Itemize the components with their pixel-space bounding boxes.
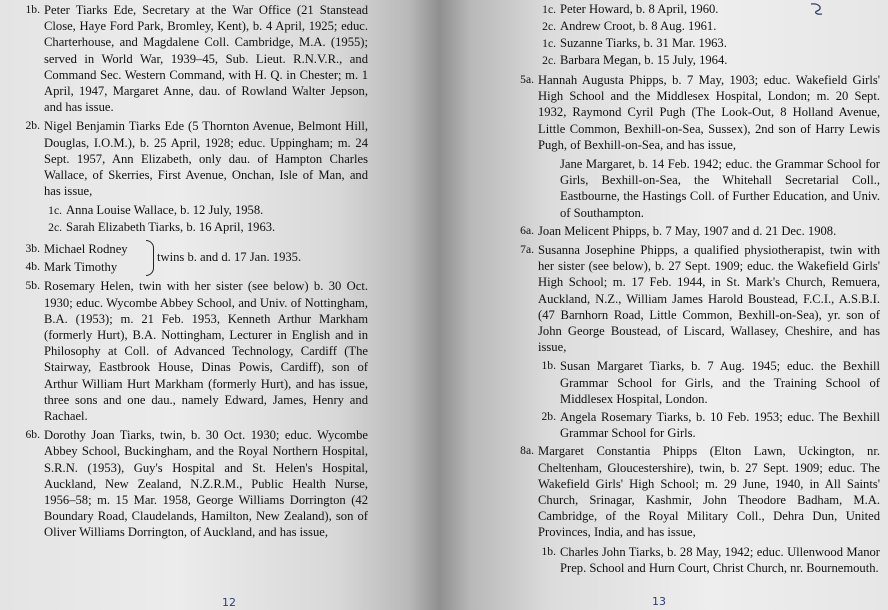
curly-brace-icon xyxy=(146,240,154,276)
child-2b-angela-rosemary-tiarks xyxy=(500,409,880,441)
child-2c-sarah-elizabeth xyxy=(6,219,368,236)
entry-number: 1c. xyxy=(48,204,62,218)
entry-number: 1b. xyxy=(541,544,556,558)
twins-entry xyxy=(6,240,368,276)
entry-number: 7a. xyxy=(520,243,534,257)
entry-number: 1b. xyxy=(541,359,556,373)
entry-1b-peter-tiarks-ede xyxy=(6,2,368,115)
entry-number: 1c. xyxy=(542,37,556,50)
entry-6b-dorothy-joan-tiarks xyxy=(6,427,368,540)
entry-text: Susan Margaret Tiarks, b. 7 Aug. 1945; educ. the Bexhill Grammar School for Girls, and the Training School of Middlesex Hospital, London. xyxy=(560,359,880,406)
entry-number: 5b. xyxy=(25,279,40,293)
entry-number: 2c. xyxy=(542,20,556,33)
entry-text: Suzanne Tiarks, b. 31 Mar. 1963. xyxy=(560,36,727,50)
entry-text: Nigel Benjamin Tiarks Ede (5 Thornton Avenue, Belmont Hill, Douglas, I.O.M.), b. 25 April, 1928; educ. Uppingham; m. 24 Sept. 1957, Ann Elizabeth, only dau. of Hampton Charles Wallace, of Skerries, First Avenue, Onchan, Isle of Man, and has issue, xyxy=(44,119,368,199)
entry-text: Margaret Constantia Phipps (Elton Lawn, Uckington, nr. Cheltenham, Gloucestershire), twin, b. 27 Sept. 1909; educ. The Wakefield Girls' High School; m. 29 June, 1940, in All Saints' Church, Srinagar, Kashmir, John Theodore Badham, M.A. Cambridge, of the Royal Military Coll., Dehra Dun, United Provinces, India, and has issue, xyxy=(538,444,880,540)
entry-8a-margaret-constantia-phipps xyxy=(500,443,880,540)
left-page-column xyxy=(6,0,368,544)
child-1c-suzanne-tiarks xyxy=(500,35,880,52)
entry-number: 3b. xyxy=(25,242,40,256)
handwritten-page-number-right: 13 xyxy=(652,595,666,608)
child-2c-barbara-megan xyxy=(500,52,880,69)
twin-name: Mark Timothy xyxy=(44,260,118,275)
entry-number: 2c. xyxy=(542,54,556,67)
child-1b-susan-margaret-tiarks xyxy=(500,358,880,407)
entry-number: 5a. xyxy=(520,73,534,86)
entry-text: Dorothy Joan Tiarks, twin, b. 30 Oct. 1930; educ. Wycombe Abbey School, Buckingham, and the Royal Northern Hospital, S.R.N. (1953), Guy's Hospital and St. Helen's Hospital, Auckland, New Zealand, N.Z.R.M., Public Health Nurse, 1956–58; m. 15 Mar. 1958, George Williams Dorrington (42 Boundary Road, Claudelands, Hamilton, New Zealand), son of Oliver Williams Dorrington, of Auckland, and has issue, xyxy=(44,428,368,540)
entry-text: Barbara Megan, b. 15 July, 1964. xyxy=(560,53,728,67)
entry-5a-hannah-augusta-phipps xyxy=(500,72,880,153)
entry-number: 2b. xyxy=(541,410,556,424)
entry-text: Andrew Croot, b. 8 Aug. 1961. xyxy=(560,19,717,33)
entry-2b-nigel-benjamin-tiarks-ede xyxy=(6,118,368,199)
entry-text: Sarah Elizabeth Tiarks, b. 16 April, 1963. xyxy=(66,220,276,235)
entry-number: 4b. xyxy=(25,260,40,274)
entry-text: Jane Margaret, b. 14 Feb. 1942; educ. the Grammar School for Girls, Bexhill-on-Sea, the Whitehall Secretarial Coll., Eastbourne, the Hastings Coll. of Further Education, and Univ. of Southampton. xyxy=(560,157,880,220)
entry-number: 6a. xyxy=(520,223,534,237)
entry-6a-joan-melicent-phipps xyxy=(500,223,880,239)
entry-text: Peter Tiarks Ede, Secretary at the War Office (21 Stanstead Close, Haye Ford Park, Bromley, Kent), b. 4 April, 1925; educ. Charterhouse, and Magdalene Coll. Cambridge, M.A. (1955); served in World War, 1939–45, Sub. Lieut. R.N.V.R., and Command Sec. Western Command, with H. Q. in Chester; m. 1 April, 1947, Margaret Anne, dau. of Rowland Walter Jepson, and has issue. xyxy=(44,3,368,115)
entry-text: Joan Melicent Phipps, b. 7 May, 1907 and d. 21 Dec. 1908. xyxy=(538,223,837,238)
entry-5b-rosemary-helen xyxy=(6,278,368,424)
child-jane-margaret xyxy=(500,156,880,221)
entry-number: 1c. xyxy=(542,3,556,16)
twin-name: Michael Rodney xyxy=(44,242,128,257)
entry-number: 2b. xyxy=(25,119,40,133)
entry-text: Rosemary Helen, twin with her sister (see below) b. 30 Oct. 1930; educ. Wycombe Abbey School, and Univ. of Nottingham, B.A. (1953); m. 21 Feb. 1953, Kenneth Arthur Markham (formerly Hurt), B.A. Nottingham, Lecturer in English and in Philosophy at Coll. of Advanced Technology, Cardiff (The Stairway, Eastbrook House, Dinas Powis, Cardiff), son of Arthur William Hurt Markham (formerly Hurt), and has issue, three sons and one dau., namely Edward, James, Henry and Rachael. xyxy=(44,279,368,424)
entry-text: Charles John Tiarks, b. 28 May, 1942; educ. Ullenwood Manor Prep. School and Hurn Court, Christ Church, nr. Bournemouth. xyxy=(560,544,880,575)
right-page-column xyxy=(500,0,880,578)
entry-text: Hannah Augusta Phipps, b. 7 May, 1903; educ. Wakefield Girls' High School and the Middlesex Hospital, London; m. 20 Sept. 1932, Raymond Cyril Pugh (The Look-Out, 8 Holland Avenue, Little Common, Bexhill-on-Sea, Sussex), 2nd son of Harry Lewis Pugh, of Bexhill-on-Sea, and has issue, xyxy=(538,73,880,152)
entry-text: Susanna Josephine Phipps, a qualified physiotherapist, twin with her sister (see below), b. 27 Sept. 1909; educ. the Wakefield Girls' High School; m. 17 Feb. 1944, in St. Mark's Church, Remuera, Auckland, N.Z., William James Harold Boustead, F.C.I., A.S.B.I. (47 Barnhorn Road, Little Common, Bexhill-on-Sea), yr. son of John George Boustead, of Liscard, Wallasey, Cheshire, and has issue, xyxy=(538,243,880,355)
handwritten-check-icon xyxy=(808,1,826,17)
twins-note: twins b. and d. 17 Jan. 1935. xyxy=(157,250,302,265)
entry-number: 2c. xyxy=(48,221,62,235)
child-2c-andrew-croot xyxy=(500,18,880,35)
entry-number: 8a. xyxy=(520,444,534,458)
handwritten-page-number-left: 12 xyxy=(222,596,236,609)
entry-text: Angela Rosemary Tiarks, b. 10 Feb. 1953; educ. The Bexhill Grammar School for Girls. xyxy=(560,410,880,441)
entry-text: Peter Howard, b. 8 April, 1960. xyxy=(560,2,719,16)
entry-number: 6b. xyxy=(25,428,40,442)
child-1b-charles-john-tiarks xyxy=(500,544,880,576)
entry-number: 1b. xyxy=(25,3,40,16)
entry-7a-susanna-josephine-phipps xyxy=(500,242,880,355)
entry-text: Anna Louise Wallace, b. 12 July, 1958. xyxy=(66,203,264,218)
child-1c-anna-louise xyxy=(6,202,368,219)
